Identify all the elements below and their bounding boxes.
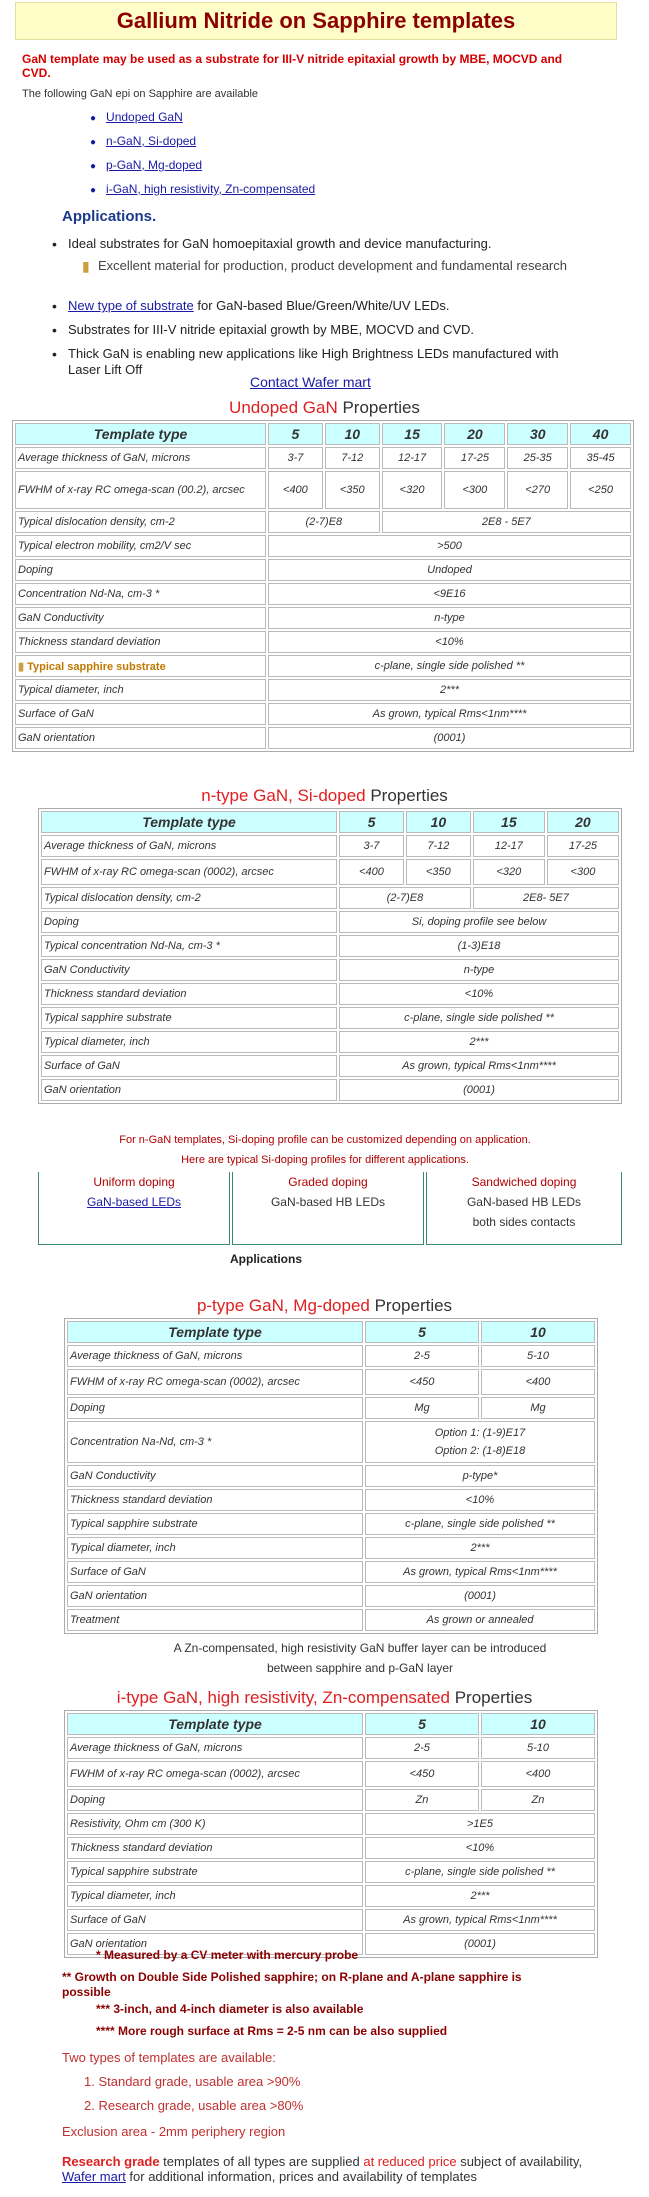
table-cell: FWHM of x-ray RC omega-scan (0002), arcsec — [41, 859, 337, 885]
i-type-properties-table — [64, 1710, 598, 1958]
table-cell: <9E16 — [268, 583, 631, 605]
list-item — [90, 154, 315, 178]
bullet-icon: • — [52, 322, 57, 338]
table-cell: 20 — [444, 423, 505, 445]
table-cell: <10% — [268, 631, 631, 653]
research-grade-label: Research grade — [62, 2154, 160, 2169]
table-cell: 2E8 - 5E7 — [382, 511, 631, 533]
n-gan-note — [30, 1130, 620, 1170]
bullet-icon: ▮ — [18, 660, 25, 673]
doping-sub: GaN-based HB LEDs — [270, 1195, 386, 1209]
table-cell: <400 — [339, 859, 404, 885]
table-cell: Surface of GaN — [67, 1561, 363, 1583]
table-row — [41, 1031, 619, 1053]
research-text: templates of all types are supplied — [159, 2154, 364, 2169]
table-cell: Template type — [41, 811, 337, 833]
table-row — [67, 1321, 595, 1343]
table-cell: Zn — [365, 1789, 479, 1811]
table-cell: Typical sapphire substrate — [67, 1513, 363, 1535]
table-cell: GaN Conductivity — [15, 607, 266, 629]
table-row — [67, 1713, 595, 1735]
template-type-research: 2. Research grade, usable area >80% — [84, 2098, 304, 2113]
table-row — [15, 511, 631, 533]
table-cell: 5 — [365, 1713, 479, 1735]
table-cell: Typical diameter, inch — [15, 679, 266, 701]
table-cell: As grown or annealed — [365, 1609, 595, 1631]
application-text: for GaN-based Blue/Green/White/UV LEDs. — [197, 298, 450, 313]
table-cell: <450 — [365, 1761, 479, 1787]
table-cell: 2*** — [365, 1885, 595, 1907]
application-item — [82, 258, 578, 274]
table-cell: 2-5 — [365, 1345, 479, 1367]
new-type-substrate-link[interactable]: New type of substrate — [68, 298, 194, 313]
bullet-icon: • — [52, 346, 57, 362]
application-text: Excellent material for production, product development and fundamental research — [98, 258, 567, 273]
table-row — [15, 423, 631, 445]
table-cell: <400 — [481, 1369, 595, 1395]
table-cell: 20 — [547, 811, 619, 833]
note-line: For n-GaN templates, Si-doping profile can be customized depending on application. — [119, 1134, 531, 1146]
table-cell: c-plane, single side polished ** — [365, 1513, 595, 1535]
table-row — [15, 535, 631, 557]
table-cell: Surface of GaN — [15, 703, 266, 725]
table-cell: FWHM of x-ray RC omega-scan (0002), arcsec — [67, 1369, 363, 1395]
table-cell: Doping — [67, 1789, 363, 1811]
table-cell: 2-5 — [365, 1737, 479, 1759]
table-row — [41, 887, 619, 909]
table-cell: 15 — [382, 423, 443, 445]
table-cell: As grown, typical Rms<1nm**** — [365, 1561, 595, 1583]
link-i-gan[interactable]: i-GaN, high resistivity, Zn-compensated — [106, 182, 316, 196]
section-title-n-type: n-type GaN, Si-doped Properties — [201, 786, 448, 805]
table-cell: Average thickness of GaN, microns — [67, 1737, 363, 1759]
product-link-list — [90, 106, 315, 202]
table-row — [67, 1789, 595, 1811]
table-cell: 2*** — [339, 1031, 619, 1053]
table-cell: GaN orientation — [41, 1079, 337, 1101]
table-row — [15, 583, 631, 605]
table-cell: <270 — [507, 471, 568, 509]
zn-compensation-note — [160, 1638, 560, 1678]
table-row — [67, 1561, 595, 1583]
table-row — [67, 1585, 595, 1607]
table-cell: Thickness standard deviation — [41, 983, 337, 1005]
template-type-standard: 1. Standard grade, usable area >90% — [84, 2074, 301, 2089]
table-cell: Thickness standard deviation — [67, 1489, 363, 1511]
table-cell: Concentration Na-Nd, cm-3 * — [67, 1421, 363, 1463]
table-cell: Concentration Nd-Na, cm-3 * — [15, 583, 266, 605]
table-row — [41, 835, 619, 857]
table-cell: Treatment — [67, 1609, 363, 1631]
table-cell: GaN orientation — [67, 1933, 363, 1955]
table-cell: c-plane, single side polished ** — [365, 1861, 595, 1883]
table-cell: 7-12 — [325, 447, 380, 469]
table-cell: <320 — [473, 859, 545, 885]
note-line: A Zn-compensated, high resistivity GaN buffer layer can be introduced — [173, 1641, 547, 1655]
table-cell: c-plane, single side polished ** — [339, 1007, 619, 1029]
applications-label: Applications — [230, 1252, 303, 1266]
intro-statement: GaN template may be used as a substrate for III-V nitride epitaxial growth by MBE, MOCVD and CVD. — [22, 52, 563, 80]
table-row — [67, 1909, 595, 1931]
table-cell: <320 — [382, 471, 443, 509]
table-cell: GaN orientation — [15, 727, 266, 749]
footnote-3: *** 3-inch, and 4-inch diameter is also available — [96, 2002, 364, 2016]
table-row — [41, 935, 619, 957]
table-row — [41, 811, 619, 833]
table-cell: <450 — [365, 1369, 479, 1395]
table-cell: Template type — [15, 423, 266, 445]
table-cell: >500 — [268, 535, 631, 557]
table-row — [67, 1513, 595, 1535]
note-line: between sapphire and p-GaN layer — [266, 1661, 454, 1675]
table-cell: 2*** — [365, 1537, 595, 1559]
table-cell: 15 — [473, 811, 545, 833]
table-cell: Average thickness of GaN, microns — [67, 1345, 363, 1367]
template-types-heading: Two types of templates are available: — [62, 2050, 276, 2065]
table-cell: 5 — [365, 1321, 479, 1343]
bullet-icon: ● — [90, 185, 97, 196]
table-row — [67, 1609, 595, 1631]
doping-sub: GaN-based HB LEDs — [466, 1195, 582, 1209]
reduced-price-text: at reduced price — [363, 2154, 457, 2169]
table-cell: (2-7)E8 — [268, 511, 380, 533]
table-cell: 2E8- 5E7 — [473, 887, 619, 909]
table-row — [67, 1345, 595, 1367]
table-cell: 30 — [507, 423, 568, 445]
table-cell: 5-10 — [481, 1345, 595, 1367]
application-text: Thick GaN is enabling new applications like High Brightness LEDs manufactured with Laser Lift Off — [68, 346, 559, 377]
table-row — [41, 1079, 619, 1101]
doping-title: Graded doping — [288, 1175, 368, 1189]
application-item — [52, 322, 588, 338]
table-cell: (1-3)E18 — [339, 935, 619, 957]
table-cell: As grown, typical Rms<1nm**** — [365, 1909, 595, 1931]
table-cell: 12-17 — [382, 447, 443, 469]
table-cell: Mg — [481, 1397, 595, 1419]
table-row — [15, 607, 631, 629]
table-cell: Typical diameter, inch — [41, 1031, 337, 1053]
list-item — [90, 130, 315, 154]
application-item — [52, 298, 588, 314]
table-cell: Typical diameter, inch — [67, 1885, 363, 1907]
table-cell: 25-35 — [507, 447, 568, 469]
table-cell: 5 — [339, 811, 404, 833]
table-cell: FWHM of x-ray RC omega-scan (00.2), arcsec — [15, 471, 266, 509]
research-text: for additional information, prices and availability of templates — [125, 2169, 477, 2184]
table-row — [41, 983, 619, 1005]
table-cell: 10 — [325, 423, 380, 445]
table-cell: (0001) — [268, 727, 631, 749]
footnote-1: * Measured by a CV meter with mercury probe — [96, 1948, 359, 1962]
table-cell: 7-12 — [406, 835, 471, 857]
table-cell: 17-25 — [444, 447, 505, 469]
table-cell: Template type — [67, 1713, 363, 1735]
table-cell: 10 — [406, 811, 471, 833]
table-cell: 2*** — [268, 679, 631, 701]
table-cell: Doping — [15, 559, 266, 581]
table-cell: Typical dislocation density, cm-2 — [41, 887, 337, 909]
table-cell: 40 — [570, 423, 631, 445]
doping-title: Sandwiched doping — [471, 1175, 577, 1189]
table-cell: Undoped — [268, 559, 631, 581]
table-cell: Si, doping profile see below — [339, 911, 619, 933]
bullet-icon: • — [52, 236, 57, 252]
doping-title: Uniform doping — [93, 1175, 175, 1189]
table-cell: (0001) — [365, 1933, 595, 1955]
intro-available: The following GaN epi on Sapphire are available — [22, 88, 259, 100]
table-cell: 12-17 — [473, 835, 545, 857]
table-cell: As grown, typical Rms<1nm**** — [339, 1055, 619, 1077]
note-line: Here are typical Si-doping profiles for different applications. — [181, 1154, 469, 1166]
table-cell: 10 — [481, 1713, 595, 1735]
footnote-4: **** More rough surface at Rms = 2-5 nm can be also supplied — [96, 2024, 448, 2038]
table-cell: ▮ Typical sapphire substrate — [15, 655, 266, 677]
table-cell: Typical concentration Nd-Na, cm-3 * — [41, 935, 337, 957]
table-cell: Typical diameter, inch — [67, 1537, 363, 1559]
application-item — [52, 236, 588, 252]
table-cell: Average thickness of GaN, microns — [15, 447, 266, 469]
table-cell: <350 — [406, 859, 471, 885]
application-text: Substrates for III-V nitride epitaxial growth by MBE, MOCVD and CVD. — [68, 322, 475, 337]
table-row — [41, 1055, 619, 1077]
table-cell: 3-7 — [268, 447, 323, 469]
bullet-icon: • — [52, 298, 57, 314]
table-row — [15, 727, 631, 749]
exclusion-area: Exclusion area - 2mm periphery region — [62, 2124, 286, 2139]
table-cell: Mg — [365, 1397, 479, 1419]
table-cell: GaN Conductivity — [67, 1465, 363, 1487]
research-text: subject of availability, — [456, 2154, 583, 2169]
table-row — [67, 1369, 595, 1395]
doping-card-graded — [232, 1172, 424, 1245]
table-cell: Doping — [41, 911, 337, 933]
contact-wafer-mart-link[interactable]: Contact Wafer mart — [250, 374, 371, 390]
table-row — [41, 959, 619, 981]
table-row — [15, 631, 631, 653]
doping-link-uniform[interactable]: GaN-based LEDs — [86, 1195, 182, 1209]
table-row — [15, 679, 631, 701]
doping-sub2: both sides contacts — [472, 1215, 576, 1229]
page-title: Gallium Nitride on Sapphire templates — [15, 2, 617, 40]
link-n-gan[interactable]: n-GaN, Si-doped — [106, 134, 197, 148]
section-title-p-type: p-type GaN, Mg-doped Properties — [196, 1296, 453, 1315]
table-row — [15, 471, 631, 509]
table-cell: As grown, typical Rms<1nm**** — [268, 703, 631, 725]
table-cell: Average thickness of GaN, microns — [41, 835, 337, 857]
table-row — [41, 911, 619, 933]
table-row — [15, 703, 631, 725]
table-row — [41, 1007, 619, 1029]
table-cell: >1E5 — [365, 1813, 595, 1835]
wafer-mart-link[interactable]: Wafer mart — [62, 2169, 126, 2184]
table-row — [41, 859, 619, 885]
table-row — [67, 1837, 595, 1859]
table-cell: Thickness standard deviation — [15, 631, 266, 653]
table-cell: n-type — [339, 959, 619, 981]
undoped-properties-table — [12, 420, 634, 752]
bullet-icon: ▮ — [82, 258, 90, 274]
table-cell: <250 — [570, 471, 631, 509]
bullet-icon: ● — [90, 137, 97, 148]
table-cell: <300 — [547, 859, 619, 885]
doping-card-sandwiched — [426, 1172, 622, 1245]
table-row — [67, 1885, 595, 1907]
table-row — [15, 447, 631, 469]
table-cell: Resistivity, Ohm cm (300 K) — [67, 1813, 363, 1835]
table-cell: 10 — [481, 1321, 595, 1343]
section-title-i-type: i-type GaN, high resistivity, Zn-compensated Properties — [116, 1688, 533, 1707]
table-cell: GaN Conductivity — [41, 959, 337, 981]
bullet-icon: ● — [90, 113, 97, 124]
research-grade-note — [62, 2154, 602, 2184]
table-row — [67, 1489, 595, 1511]
doping-card-uniform — [38, 1172, 230, 1245]
link-p-gan[interactable]: p-GaN, Mg-doped — [106, 158, 203, 172]
table-cell: <400 — [481, 1761, 595, 1787]
applications-heading: Applications. — [62, 208, 157, 225]
table-cell: <10% — [339, 983, 619, 1005]
table-row — [67, 1761, 595, 1787]
table-cell: <300 — [444, 471, 505, 509]
table-cell: Option 1: (1-9)E17 Option 2: (1-8)E18 — [365, 1421, 595, 1463]
table-cell: <400 — [268, 471, 323, 509]
table-cell: <350 — [325, 471, 380, 509]
table-cell: 35-45 — [570, 447, 631, 469]
link-undoped-gan[interactable]: Undoped GaN — [106, 110, 183, 124]
table-cell: Typical sapphire substrate — [67, 1861, 363, 1883]
table-cell: <10% — [365, 1489, 595, 1511]
table-row — [67, 1813, 595, 1835]
table-cell: Doping — [67, 1397, 363, 1419]
p-type-properties-table — [64, 1318, 598, 1634]
table-cell: n-type — [268, 607, 631, 629]
table-row — [67, 1537, 595, 1559]
table-row — [67, 1397, 595, 1419]
application-text: Ideal substrates for GaN homoepitaxial growth and device manufacturing. — [68, 236, 492, 251]
bullet-icon: ● — [90, 161, 97, 172]
n-type-properties-table — [38, 808, 622, 1104]
table-cell: (0001) — [339, 1079, 619, 1101]
table-row — [67, 1861, 595, 1883]
table-cell: (2-7)E8 — [339, 887, 471, 909]
table-cell: Typical sapphire substrate — [41, 1007, 337, 1029]
table-cell: Zn — [481, 1789, 595, 1811]
table-cell: FWHM of x-ray RC omega-scan (0002), arcsec — [67, 1761, 363, 1787]
table-cell: Surface of GaN — [67, 1909, 363, 1931]
table-cell: 5-10 — [481, 1737, 595, 1759]
list-item — [90, 106, 315, 130]
section-title-undoped: Undoped GaN Properties — [229, 398, 420, 417]
table-cell: Typical electron mobility, cm2/V sec — [15, 535, 266, 557]
table-cell: <10% — [365, 1837, 595, 1859]
table-row — [67, 1465, 595, 1487]
table-cell: 17-25 — [547, 835, 619, 857]
table-cell: p-type* — [365, 1465, 595, 1487]
table-cell: 5 — [268, 423, 323, 445]
table-cell: Template type — [67, 1321, 363, 1343]
list-item — [90, 178, 315, 202]
table-cell: 3-7 — [339, 835, 404, 857]
footnote-2: ** Growth on Double Side Polished sapphire; on R-plane and A-plane sapphire is possible — [62, 1970, 522, 1999]
table-cell: Typical dislocation density, cm-2 — [15, 511, 266, 533]
table-cell: c-plane, single side polished ** — [268, 655, 631, 677]
table-row — [15, 655, 631, 677]
table-cell: GaN orientation — [67, 1585, 363, 1607]
table-cell: (0001) — [365, 1585, 595, 1607]
table-row — [15, 559, 631, 581]
table-cell: Surface of GaN — [41, 1055, 337, 1077]
table-row — [67, 1421, 595, 1463]
table-cell: Thickness standard deviation — [67, 1837, 363, 1859]
table-row — [67, 1737, 595, 1759]
